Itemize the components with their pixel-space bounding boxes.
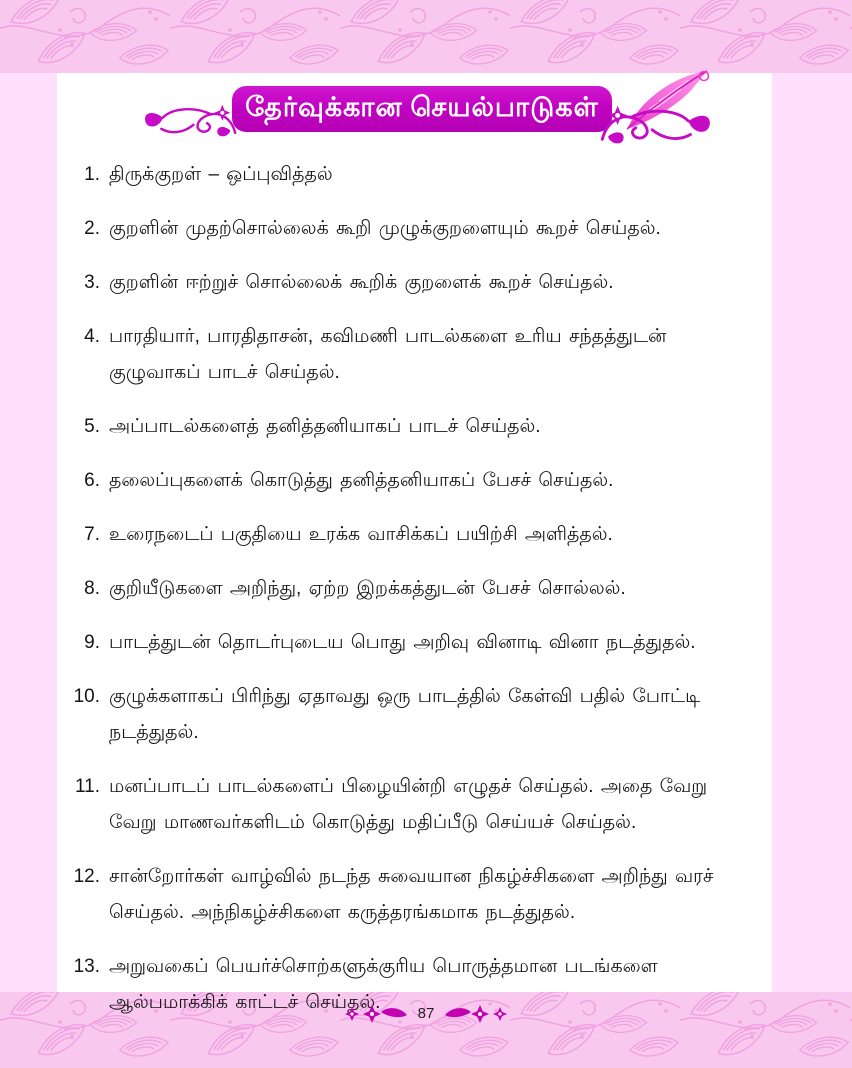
swirl-flourish-icon xyxy=(142,98,240,142)
list-item xyxy=(70,463,758,499)
list-item xyxy=(70,625,758,661)
list-item xyxy=(70,265,758,301)
item-number: 9. xyxy=(84,632,100,653)
item-text: அறுவகைப் பெயர்ச்சொற்களுக்குரிய பொருத்தமான படங்களை ஆல்பமாக்கிக் காட்டச் செய்தல். xyxy=(109,956,658,1013)
item-number: 8. xyxy=(84,578,100,599)
list-item xyxy=(70,517,758,553)
item-number: 12. xyxy=(73,866,100,887)
page-content xyxy=(57,73,772,1013)
top-border-band xyxy=(0,0,852,73)
item-number: 5. xyxy=(84,416,100,437)
list-item xyxy=(70,859,758,931)
item-text: குறளின் முதற்சொல்லைக் கூறி முழுக்குறளையும் கூறச் செய்தல். xyxy=(109,218,661,239)
left-border-strip xyxy=(0,73,57,992)
item-text: குழுக்களாகப் பிரிந்து ஏதாவது ஒரு பாடத்தில் கேள்வி பதில் போட்டி நடத்துதல். xyxy=(109,686,701,743)
item-text: பாரதியார், பாரதிதாசன், கவிமணி பாடல்களை உரிய சந்தத்துடன் குழுவாகப் பாடச் செய்தல். xyxy=(109,326,667,383)
list-item xyxy=(70,571,758,607)
item-number: 6. xyxy=(84,470,100,491)
list-item xyxy=(70,319,758,391)
item-number: 13. xyxy=(73,956,100,977)
right-border-strip xyxy=(772,73,852,992)
item-text: மனப்பாடப் பாடல்களைப் பிழையின்றி எழுதச் செய்தல். அதை வேறு வேறு மாணவர்களிடம் கொடுத்து மதிப்பீடு செய்யச் செய்தல். xyxy=(109,776,708,833)
floret-swoosh-ornament-icon xyxy=(342,1004,408,1024)
floret-swoosh-ornament-icon xyxy=(444,1004,510,1024)
item-number: 7. xyxy=(84,524,100,545)
item-number: 3. xyxy=(84,272,100,293)
item-number: 11. xyxy=(74,776,100,797)
item-number: 1. xyxy=(84,164,100,185)
page-title: தேர்வுக்கான செயல்பாடுகள் xyxy=(232,86,612,132)
item-text: திருக்குறள் – ஒப்புவித்தல் xyxy=(109,164,333,185)
item-text: அப்பாடல்களைத் தனித்தனியாகப் பாடச் செய்தல். xyxy=(109,416,541,437)
item-text: குறளின் ஈற்றுச் சொல்லைக் கூறிக் குறளைக் கூறச் செய்தல். xyxy=(109,272,614,293)
page-footer xyxy=(0,1002,852,1026)
item-text: பாடத்துடன் தொடர்புடைய பொது அறிவு வினாடி வினா நடத்துதல். xyxy=(109,632,696,653)
item-number: 2. xyxy=(84,218,100,239)
list-item xyxy=(70,679,758,751)
list-item xyxy=(70,211,758,247)
list-item xyxy=(70,157,758,193)
item-text: தலைப்புகளைக் கொடுத்து தனித்தனியாகப் பேசச் செய்தல். xyxy=(109,470,614,491)
list-item xyxy=(70,769,758,841)
page-number: 87 xyxy=(417,1005,435,1022)
item-text: சான்றோர்கள் வாழ்வில் நடந்த சுவையான நிகழ்ச்சிகளை அறிந்து வரச் செய்தல். அந்நிகழ்ச்சிகளை கருத்தரங்கமாக நடத்துதல். xyxy=(109,866,714,923)
activity-list xyxy=(70,157,758,1039)
item-text: உரைநடைப் பகுதியை உரக்க வாசிக்கப் பயிற்சி அளித்தல். xyxy=(109,524,613,545)
item-number: 10. xyxy=(73,686,100,707)
page-header xyxy=(57,73,772,145)
item-number: 4. xyxy=(84,326,100,347)
swirl-flourish-icon xyxy=(595,101,715,147)
item-text: குறியீடுகளை அறிந்து, ஏற்ற இறக்கத்துடன் பேசச் சொல்லல். xyxy=(109,578,626,599)
list-item xyxy=(70,409,758,445)
